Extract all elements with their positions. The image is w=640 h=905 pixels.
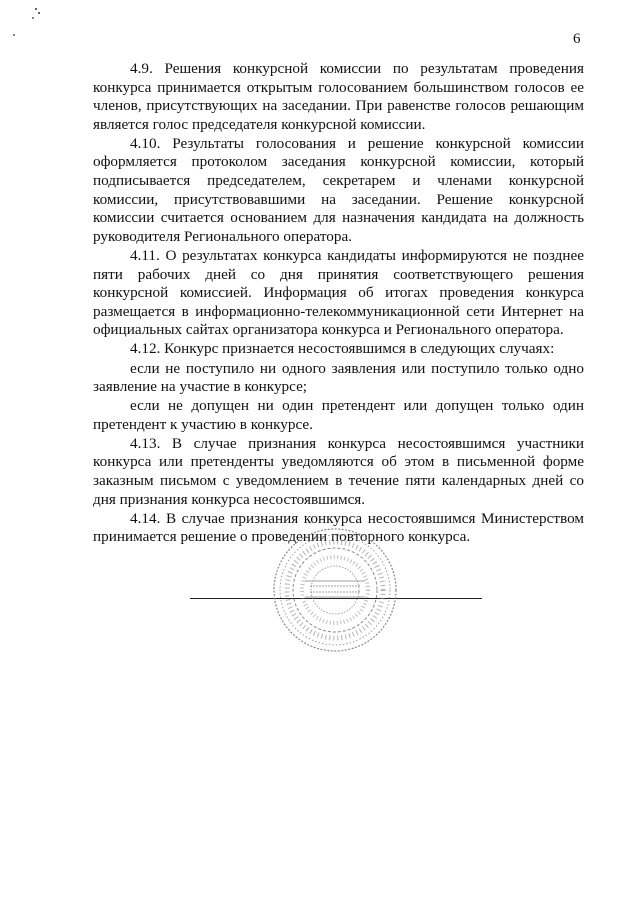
paragraph-4-12-case-2: если не допущен ни один претендент или допущен только один претендент к участию в конкурсе. [93, 397, 584, 433]
stamp-and-signature [190, 525, 490, 665]
page-number: 6 [573, 31, 581, 47]
paragraph-4-12-case-1: если не поступило ни одного заявления или поступило только одно заявление на участие в конкурсе; [93, 359, 584, 396]
scan-artifact-marks [8, 4, 48, 40]
paragraph-4-14: 4.14. В случае признания конкурса несостоявшимся Министерством принимается решение о проведении повторного конкурса. [93, 509, 584, 546]
document-body [93, 60, 584, 547]
round-official-seal-icon [270, 525, 400, 655]
paragraph-4-11: 4.11. О результатах конкурса кандидаты информируются не позднее пяти рабочих дней со дня принятия соответствующего решения конкурсной комиссией. Информация об итогах проведения конкурса размещается в информационно-телекоммуникационной сети Интернет на официальных сайтах организатора конкурса и Регионального оператора. [93, 246, 584, 339]
paragraph-4-12: 4.12. Конкурс признается несостоявшимся в следующих случаях: [130, 340, 555, 358]
paragraph-4-13: 4.13. В случае признания конкурса несостоявшимся участники конкурса или претенденты уведомляются об этом в письменной форме заказным письмом с уведомлением в течение пяти календарных дней со дня признания конкурса несостоявшимся. [93, 434, 584, 508]
paragraph-4-9: 4.9. Решения конкурсной комиссии по результатам проведения конкурса принимается открытым голосованием большинством голосов ее членов, присутствующих на заседании. При равенстве голосов решающим является голос председателя конкурсной комиссии. [93, 60, 584, 133]
paragraph-4-10: 4.10. Результаты голосования и решение конкурсной комиссии оформляется протоколом заседания конкурсной комиссии, который подписывается председателем, секретарем и членами конкурсной комиссии, присутствовавшими на заседании. Решение конкурсной комиссии считается основанием для назначения кандидата на должность руководителя Регионального оператора. [93, 134, 584, 245]
